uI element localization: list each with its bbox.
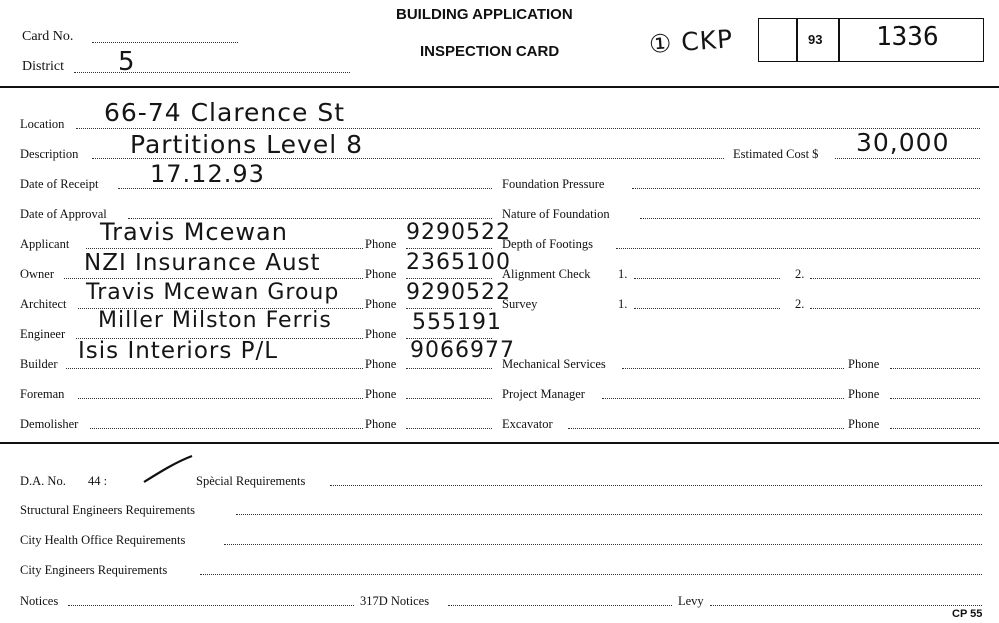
location-line[interactable] [76, 128, 980, 129]
levy-line[interactable] [710, 605, 982, 606]
da-no-value: 44 : [88, 474, 108, 488]
special-requirements-line[interactable] [330, 485, 982, 486]
architect-phone: 9290522 [406, 280, 511, 305]
engineer-phone-label: Phone [365, 327, 397, 341]
engineer-label: Engineer [20, 327, 66, 341]
survey-line1[interactable] [634, 308, 780, 309]
estimated-cost-line[interactable] [835, 158, 980, 159]
survey-opt1: 1. [618, 297, 628, 311]
estimated-cost-value: 30,000 [856, 128, 950, 157]
mechanical-services-phone-label: Phone [848, 357, 880, 371]
architect-phone-label: Phone [365, 297, 397, 311]
card-box-blank[interactable] [758, 18, 798, 62]
applicant-label: Applicant [20, 237, 70, 251]
excavator-line[interactable] [568, 428, 844, 429]
notices-line[interactable] [68, 605, 354, 606]
applicant-name-line[interactable] [86, 248, 363, 249]
section-rule [0, 442, 999, 444]
owner-label: Owner [20, 267, 55, 281]
depth-of-footings-line[interactable] [616, 248, 980, 249]
demolisher-phone-line[interactable] [406, 428, 492, 429]
demolisher-label: Demolisher [20, 417, 79, 431]
form-title-line1: BUILDING APPLICATION [396, 6, 573, 23]
survey-line2[interactable] [810, 308, 980, 309]
owner-phone: 2365100 [406, 250, 511, 275]
description-label: Description [20, 147, 79, 161]
project-manager-phone-line[interactable] [890, 398, 980, 399]
description-value: Partitions Level 8 [130, 130, 364, 159]
form-code: CP 55 [952, 608, 983, 620]
builder-label: Builder [20, 357, 58, 371]
excavator-phone-label: Phone [848, 417, 880, 431]
excavator-phone-line[interactable] [890, 428, 980, 429]
notices-317d-line[interactable] [448, 605, 672, 606]
applicant-phone-label: Phone [365, 237, 397, 251]
card-no-line[interactable] [92, 42, 238, 43]
date-of-receipt-value: 17.12.93 [150, 160, 265, 188]
city-engineers-requirements-label: City Engineers Requirements [20, 563, 168, 577]
structural-requirements-label: Structural Engineers Requirements [20, 503, 195, 517]
project-manager-line[interactable] [602, 398, 844, 399]
owner-phone-label: Phone [365, 267, 397, 281]
nature-of-foundation-line[interactable] [640, 218, 980, 219]
excavator-label: Excavator [502, 417, 553, 431]
district-line[interactable] [74, 72, 350, 73]
alignment-check-line2[interactable] [810, 278, 980, 279]
project-manager-label: Project Manager [502, 387, 585, 401]
alignment-check-opt2: 2. [795, 267, 805, 281]
applicant-name: Travis Mcewan [100, 218, 288, 246]
demolisher-phone-label: Phone [365, 417, 397, 431]
depth-of-footings-label: Depth of Footings [502, 237, 593, 251]
builder-phone-label: Phone [365, 357, 397, 371]
demolisher-name-line[interactable] [90, 428, 363, 429]
mechanical-services-line[interactable] [622, 368, 844, 369]
nature-of-foundation-label: Nature of Foundation [502, 207, 610, 221]
engineer-name: Miller Milston Ferris [98, 308, 332, 333]
mechanical-services-label: Mechanical Services [502, 357, 606, 371]
location-label: Location [20, 117, 65, 131]
alignment-check-opt1: 1. [618, 267, 628, 281]
builder-phone-line[interactable] [406, 368, 492, 369]
da-no-label: D.A. No. [20, 474, 66, 488]
date-of-approval-label: Date of Approval [20, 207, 107, 221]
date-of-receipt-label: Date of Receipt [20, 177, 99, 191]
city-engineers-requirements-line[interactable] [200, 574, 982, 575]
district-value: 5 [118, 47, 136, 77]
foreman-label: Foreman [20, 387, 65, 401]
builder-name-line[interactable] [66, 368, 363, 369]
foreman-phone-label: Phone [365, 387, 397, 401]
architect-phone-line[interactable] [406, 308, 492, 309]
owner-phone-line[interactable] [406, 278, 492, 279]
structural-requirements-line[interactable] [236, 514, 982, 515]
location-value: 66-74 Clarence St [104, 98, 346, 127]
applicant-phone-line[interactable] [406, 248, 492, 249]
mechanical-services-phone-line[interactable] [890, 368, 980, 369]
architect-name: Travis Mcewan Group [86, 280, 340, 305]
da-strike-mark [140, 452, 196, 486]
architect-label: Architect [20, 297, 67, 311]
health-requirements-label: City Health Office Requirements [20, 533, 186, 547]
form-title-line2: INSPECTION CARD [420, 43, 560, 60]
levy-label: Levy [678, 594, 704, 608]
survey-label: Survey [502, 297, 538, 311]
header-rule [0, 86, 999, 88]
health-requirements-line[interactable] [224, 544, 982, 545]
foundation-pressure-line[interactable] [632, 188, 980, 189]
project-manager-phone-label: Phone [848, 387, 880, 401]
date-of-receipt-line[interactable] [118, 188, 492, 189]
card-no-label: Card No. [22, 29, 74, 44]
builder-name: Isis Interiors P/L [78, 338, 279, 364]
owner-name-line[interactable] [64, 278, 363, 279]
engineer-phone: 555191 [412, 310, 502, 335]
alignment-check-label: Alignment Check [502, 267, 591, 281]
special-requirements-label: Spècial Requirements [196, 474, 306, 488]
estimated-cost-label: Estimated Cost $ [733, 147, 819, 161]
applicant-phone: 9290522 [406, 220, 511, 245]
foreman-name-line[interactable] [78, 398, 363, 399]
stamp-mark: ① CKP [647, 24, 735, 59]
builder-phone: 9066977 [410, 338, 515, 363]
card-box-year-text: 93 [808, 32, 823, 47]
survey-opt2: 2. [795, 297, 805, 311]
alignment-check-line1[interactable] [634, 278, 780, 279]
notices-317d-label: 317D Notices [360, 594, 430, 608]
foundation-pressure-label: Foundation Pressure [502, 177, 605, 191]
foreman-phone-line[interactable] [406, 398, 492, 399]
district-label: District [22, 59, 64, 74]
card-box-number-text: 1336 [876, 22, 939, 52]
notices-label: Notices [20, 594, 59, 608]
owner-name: NZI Insurance Aust [84, 250, 321, 276]
